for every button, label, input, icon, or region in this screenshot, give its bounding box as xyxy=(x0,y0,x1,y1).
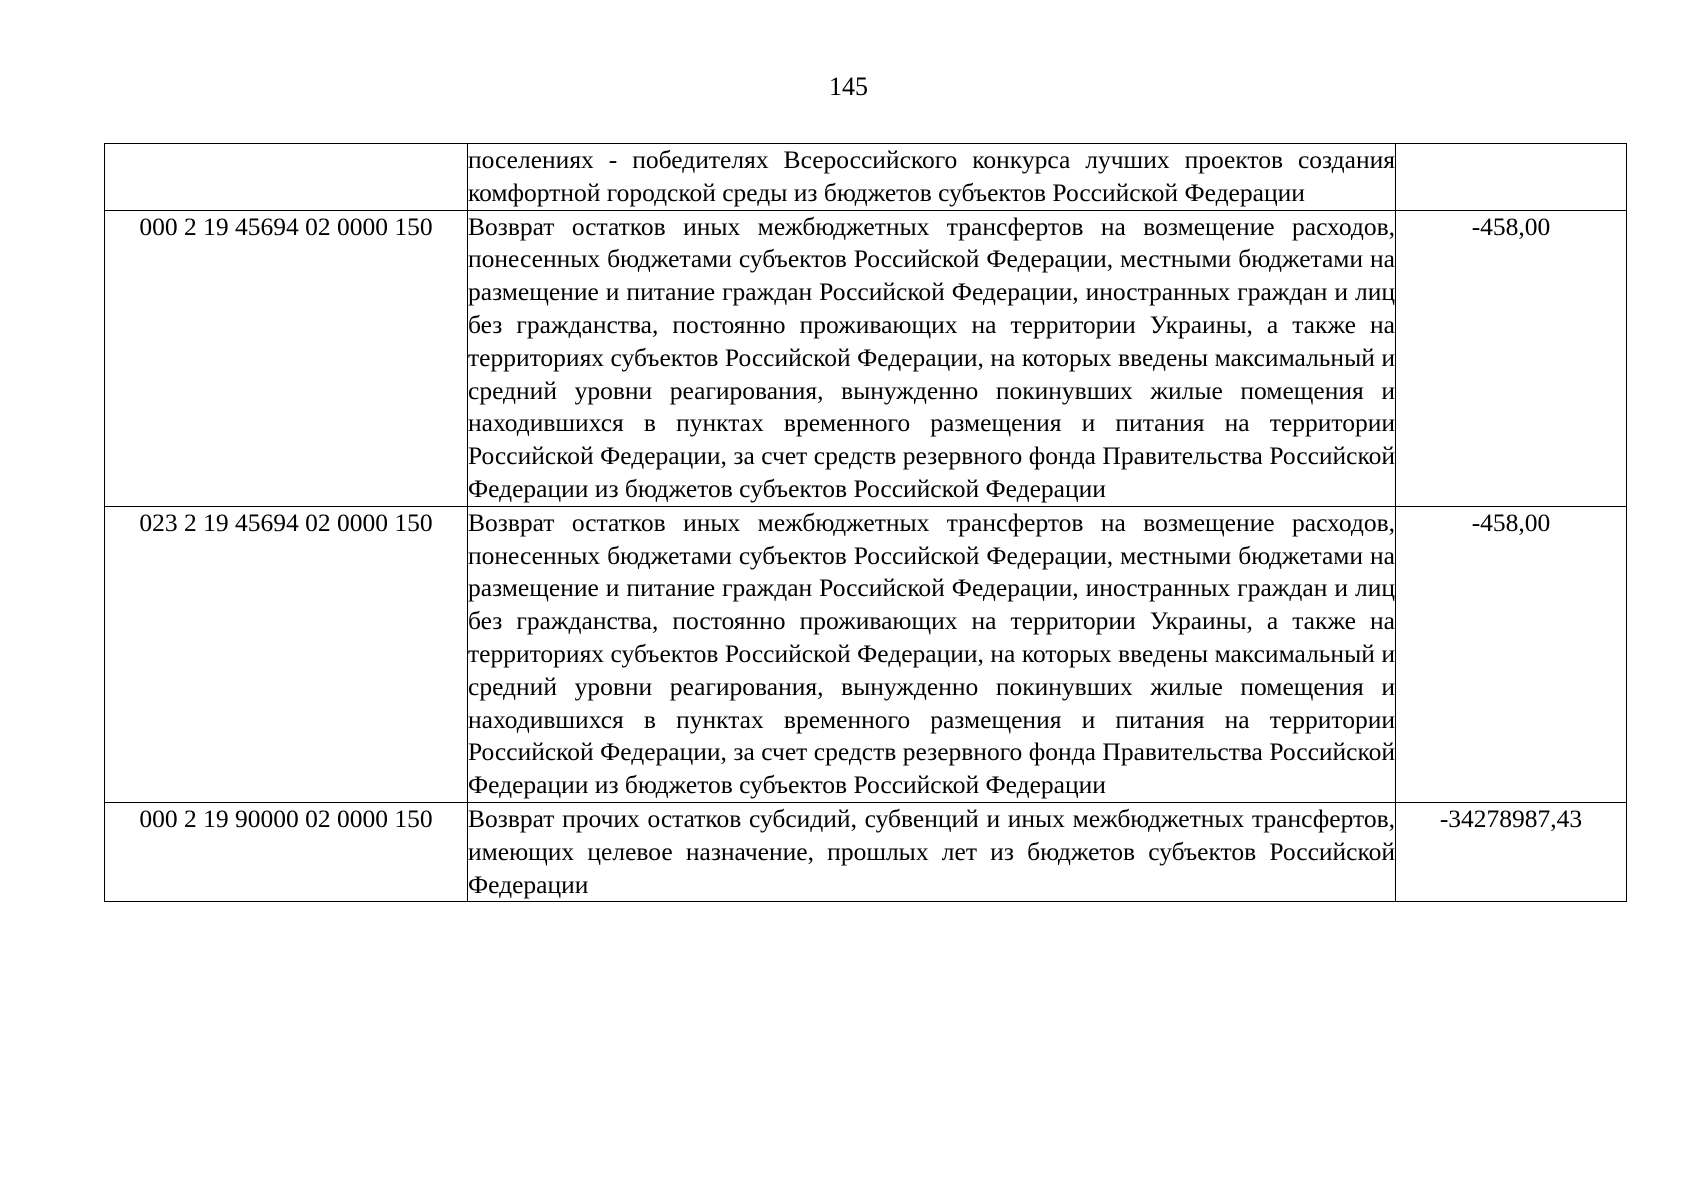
description-cell: Возврат остатков иных межбюджетных трансфертов на возмещение расходов, понесенных бюджетами субъектов Российской Федерации, местными бюджетами на размещение и питание граждан Российской Федерации, иностранных граждан и лиц без гражданства, постоянно проживающих на территории Украины, а также на территориях субъектов Российской Федерации, на которых введены максимальный и средний уровни реагирования, вынужденно покинувших жилые помещения и находившихся в пунктах временного размещения и питания на территории Российской Федерации, за счет средств резервного фонда Правительства Российской Федерации из бюджетов субъектов Российской Федерации xyxy=(468,506,1396,802)
budget-code-cell: 000 2 19 45694 02 0000 150 xyxy=(105,210,468,506)
amount-cell: -458,00 xyxy=(1396,210,1627,506)
budget-code-cell xyxy=(105,144,468,211)
table-row xyxy=(105,506,1627,802)
amount-cell: -34278987,43 xyxy=(1396,802,1627,901)
page-number: 145 xyxy=(829,72,868,101)
table-row xyxy=(105,802,1627,901)
budget-code-cell: 023 2 19 45694 02 0000 150 xyxy=(105,506,468,802)
amount-cell: -458,00 xyxy=(1396,506,1627,802)
table-row xyxy=(105,144,1627,211)
budget-table xyxy=(104,143,1627,902)
budget-code-cell: 000 2 19 90000 02 0000 150 xyxy=(105,802,468,901)
description-cell: Возврат остатков иных межбюджетных трансфертов на возмещение расходов, понесенных бюджетами субъектов Российской Федерации, местными бюджетами на размещение и питание граждан Российской Федерации, иностранных граждан и лиц без гражданства, постоянно проживающих на территории Украины, а также на территориях субъектов Российской Федерации, на которых введены максимальный и средний уровни реагирования, вынужденно покинувших жилые помещения и находившихся в пунктах временного размещения и питания на территории Российской Федерации, за счет средств резервного фонда Правительства Российской Федерации из бюджетов субъектов Российской Федерации xyxy=(468,210,1396,506)
table-row xyxy=(105,210,1627,506)
amount-cell xyxy=(1396,144,1627,211)
description-cell: Возврат прочих остатков субсидий, субвенций и иных межбюджетных трансфертов, имеющих целевое назначение, прошлых лет из бюджетов субъектов Российской Федерации xyxy=(468,802,1396,901)
description-cell: поселениях - победителях Всероссийского конкурса лучших проектов создания комфортной городской среды из бюджетов субъектов Российской Федерации xyxy=(468,144,1396,211)
